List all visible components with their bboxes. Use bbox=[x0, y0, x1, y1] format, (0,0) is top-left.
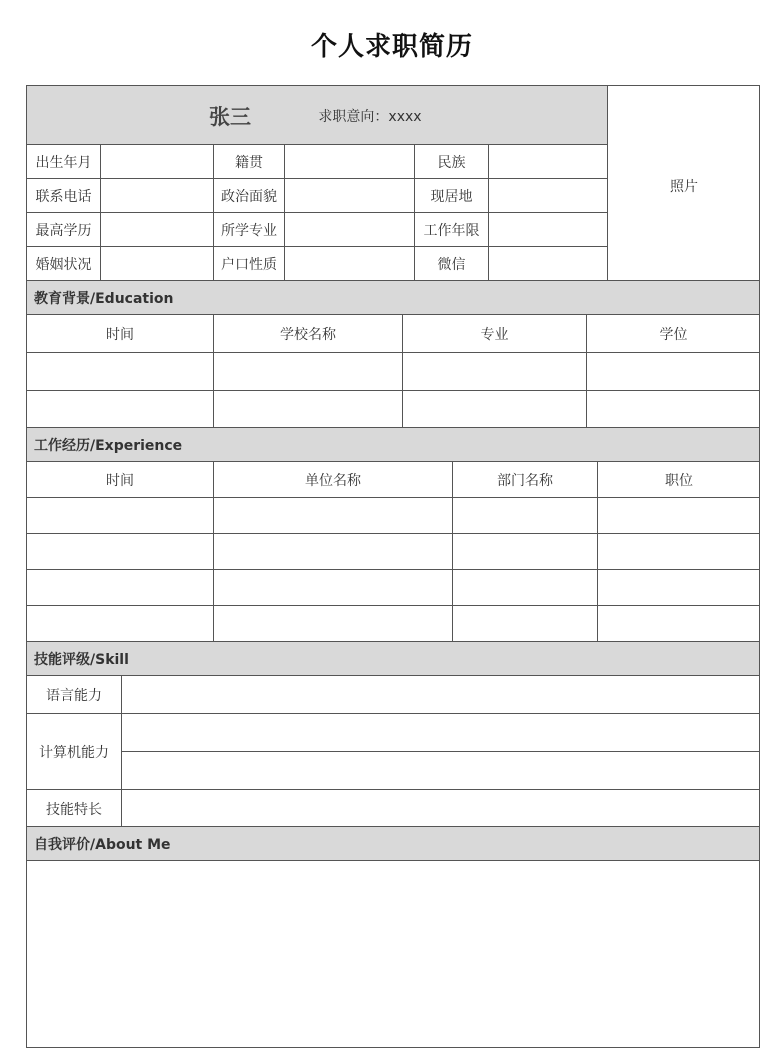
exp-col-time: 时间 bbox=[106, 472, 134, 489]
label-major: 所学专业 bbox=[221, 222, 277, 239]
label-residence: 现居地 bbox=[430, 188, 473, 205]
education-heading: 教育背景/Education bbox=[34, 290, 174, 307]
edu-col-school: 学校名称 bbox=[280, 326, 336, 343]
skill-specialty-label: 技能特长 bbox=[46, 801, 102, 818]
exp-col-department: 部门名称 bbox=[497, 472, 553, 489]
skill-heading: 技能评级/Skill bbox=[34, 651, 129, 668]
label-native-place: 籍贯 bbox=[235, 154, 263, 171]
edu-col-degree: 学位 bbox=[659, 326, 688, 343]
label-wechat: 微信 bbox=[437, 257, 466, 273]
label-work-years: 工作年限 bbox=[423, 222, 480, 239]
photo-placeholder: 照片 bbox=[670, 179, 698, 195]
label-hukou: 户口性质 bbox=[221, 257, 277, 273]
label-birth: 出生年月 bbox=[35, 154, 92, 171]
label-ethnicity: 民族 bbox=[437, 154, 466, 171]
skill-language-label: 语言能力 bbox=[46, 687, 102, 704]
page-title: 个人求职简历 bbox=[310, 32, 473, 62]
label-phone: 联系电话 bbox=[35, 188, 92, 205]
label-education-level: 最高学历 bbox=[35, 222, 92, 239]
about-heading: 自我评价/About Me bbox=[34, 836, 171, 853]
experience-heading: 工作经历/Experience bbox=[34, 437, 183, 454]
skill-computer-label: 计算机能力 bbox=[39, 744, 109, 761]
applicant-name: 张三 bbox=[209, 105, 251, 129]
about-content-area[interactable] bbox=[27, 861, 760, 1047]
exp-col-company: 单位名称 bbox=[305, 472, 361, 489]
edu-col-major: 专业 bbox=[480, 326, 509, 343]
edu-col-time: 时间 bbox=[106, 326, 134, 343]
exp-col-position: 职位 bbox=[665, 472, 693, 489]
label-political: 政治面貌 bbox=[221, 188, 277, 205]
job-intent: 求职意向：xxxx bbox=[318, 109, 422, 125]
label-marital: 婚姻状况 bbox=[35, 257, 92, 273]
